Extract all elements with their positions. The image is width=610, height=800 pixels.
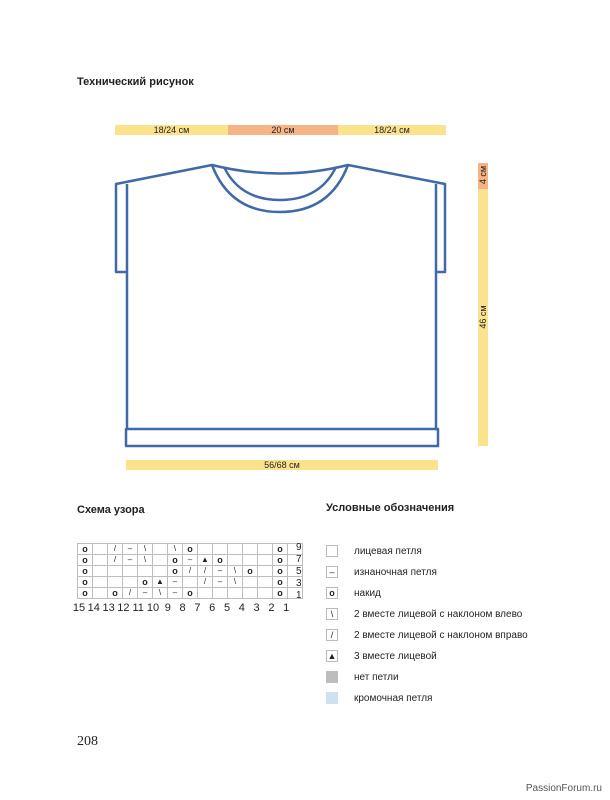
chart-cell bbox=[258, 588, 273, 599]
chart-cell: – bbox=[213, 566, 228, 577]
legend-label: нет петли bbox=[354, 671, 399, 683]
dim-bar-width bbox=[126, 460, 438, 470]
legend-item-edge bbox=[326, 691, 432, 705]
legend-label: лицевая петля bbox=[354, 545, 422, 557]
column-number: 11 bbox=[132, 602, 144, 614]
chart-cell bbox=[93, 588, 108, 599]
chart-row bbox=[78, 577, 303, 588]
column-number: 1 bbox=[283, 602, 290, 614]
chart-cell bbox=[228, 544, 243, 555]
column-number: 4 bbox=[238, 602, 245, 614]
chart-cell: o bbox=[138, 577, 153, 588]
chart-cell: \ bbox=[138, 544, 153, 555]
chart-cell: o bbox=[78, 577, 93, 588]
chart-cell: o bbox=[78, 544, 93, 555]
chart-cell bbox=[183, 577, 198, 588]
chart-cell bbox=[93, 555, 108, 566]
legend-label: изнаночная петля bbox=[354, 566, 437, 578]
chart-cell: – bbox=[213, 577, 228, 588]
legend-item-k3tog bbox=[326, 649, 437, 663]
legend-item-no-stitch bbox=[326, 670, 399, 684]
chart-cell: o bbox=[273, 588, 288, 599]
chart-cell bbox=[123, 566, 138, 577]
row-number: 3 bbox=[296, 578, 302, 589]
column-number: 15 bbox=[72, 602, 86, 614]
chart-cell: – bbox=[168, 588, 183, 599]
dim-label-neck-depth: 4 см bbox=[478, 165, 488, 185]
row-number: 5 bbox=[296, 566, 302, 577]
chart-cell: o bbox=[183, 544, 198, 555]
chart-cell: – bbox=[183, 555, 198, 566]
chart-cell bbox=[108, 577, 123, 588]
legend-label: 3 вместе лицевой bbox=[354, 650, 437, 662]
chart-cell bbox=[258, 555, 273, 566]
chart-cell: \ bbox=[153, 588, 168, 599]
chart-cell: o bbox=[78, 588, 93, 599]
technical-drawing-title: Технический рисунок bbox=[77, 76, 194, 88]
chart-cell bbox=[153, 555, 168, 566]
column-number: 14 bbox=[87, 602, 100, 614]
legend-title: Условные обозначения bbox=[326, 502, 455, 514]
chart-cell bbox=[108, 566, 123, 577]
k2tog-left-icon: \ bbox=[326, 608, 338, 620]
chart-cell: ▲ bbox=[198, 555, 213, 566]
row-number: 7 bbox=[296, 554, 302, 565]
chart-cell: o bbox=[183, 588, 198, 599]
chart-cell bbox=[213, 544, 228, 555]
column-number: 2 bbox=[268, 602, 275, 614]
chart-cell: \ bbox=[228, 566, 243, 577]
dim-label-length: 46 см bbox=[478, 305, 488, 329]
column-number: 7 bbox=[194, 602, 201, 614]
chart-cell: \ bbox=[138, 555, 153, 566]
legend-item-purl bbox=[326, 565, 437, 579]
row-number: 9 bbox=[296, 542, 302, 553]
chart-row bbox=[78, 544, 303, 555]
chart-cell bbox=[93, 544, 108, 555]
column-number: 9 bbox=[164, 602, 171, 614]
watermark-text: PassionForum.ru bbox=[525, 783, 602, 794]
chart-cell bbox=[243, 577, 258, 588]
column-number: 6 bbox=[209, 602, 216, 614]
legend-item-k2tog-right bbox=[326, 628, 528, 642]
k2tog-right-icon: / bbox=[326, 629, 338, 641]
chart-row bbox=[78, 555, 303, 566]
chart-cell: o bbox=[273, 544, 288, 555]
chart-cell: ▲ bbox=[153, 577, 168, 588]
dim-label-top-center: 20 см bbox=[271, 125, 295, 135]
chart-row bbox=[78, 566, 303, 577]
dim-label-width: 56/68 см bbox=[264, 460, 300, 470]
chart-cell: o bbox=[78, 566, 93, 577]
pattern-chart-title: Схема узора bbox=[77, 504, 145, 516]
chart-cell bbox=[198, 544, 213, 555]
chart-cell bbox=[258, 544, 273, 555]
chart-cell bbox=[243, 588, 258, 599]
chart-cell: / bbox=[108, 544, 123, 555]
chart-cell: o bbox=[273, 566, 288, 577]
legend-label: накид bbox=[354, 587, 381, 599]
chart-cell: – bbox=[168, 577, 183, 588]
pattern-chart-grid bbox=[77, 543, 303, 599]
chart-row bbox=[78, 588, 303, 599]
chart-cell: o bbox=[168, 566, 183, 577]
knit-icon bbox=[326, 545, 338, 557]
chart-cell bbox=[153, 544, 168, 555]
chart-cell bbox=[93, 566, 108, 577]
chart-cell: o bbox=[213, 555, 228, 566]
column-number: 13 bbox=[102, 602, 115, 614]
legend-label: 2 вместе лицевой с наклоном вправо bbox=[354, 629, 528, 641]
chart-cell: o bbox=[168, 555, 183, 566]
page-number: 208 bbox=[77, 734, 98, 749]
chart-cell: o bbox=[243, 566, 258, 577]
yo-icon: o bbox=[326, 587, 338, 599]
chart-cell bbox=[93, 577, 108, 588]
column-number: 12 bbox=[117, 602, 130, 614]
chart-cell: – bbox=[123, 555, 138, 566]
chart-cell bbox=[243, 544, 258, 555]
legend-item-k2tog-left bbox=[326, 607, 522, 621]
chart-cell: \ bbox=[168, 544, 183, 555]
chart-cell bbox=[228, 588, 243, 599]
chart-cell bbox=[138, 566, 153, 577]
chart-cell: / bbox=[183, 566, 198, 577]
chart-cell: o bbox=[273, 555, 288, 566]
column-number: 5 bbox=[223, 602, 231, 614]
chart-cell: o bbox=[273, 577, 288, 588]
dim-label-top-left: 18/24 см bbox=[153, 125, 190, 135]
row-number: 1 bbox=[296, 590, 302, 601]
chart-cell bbox=[228, 555, 243, 566]
chart-cell: – bbox=[123, 544, 138, 555]
chart-cell: o bbox=[108, 588, 123, 599]
chart-cell: \ bbox=[228, 577, 243, 588]
no-stitch-icon bbox=[326, 671, 338, 683]
edge-icon bbox=[326, 692, 338, 704]
chart-cell: / bbox=[198, 577, 213, 588]
chart-cell: / bbox=[198, 566, 213, 577]
column-number: 10 bbox=[146, 602, 160, 614]
chart-cell bbox=[258, 577, 273, 588]
legend-label: кромочная петля bbox=[354, 692, 433, 704]
chart-cell bbox=[258, 566, 273, 577]
chart-cell: – bbox=[138, 588, 153, 599]
chart-cell: o bbox=[78, 555, 93, 566]
purl-icon: – bbox=[326, 566, 338, 578]
chart-cell bbox=[198, 588, 213, 599]
chart-cell bbox=[123, 577, 138, 588]
legend-label: 2 вместе лицевой с наклоном влево bbox=[354, 608, 523, 620]
dim-label-top-right: 18/24 см bbox=[374, 125, 410, 135]
legend-item-yo bbox=[326, 586, 381, 600]
k3tog-icon: ▲ bbox=[327, 651, 337, 661]
legend-item-knit bbox=[326, 544, 422, 558]
chart-cell bbox=[153, 566, 168, 577]
chart-cell: / bbox=[108, 555, 123, 566]
column-number: 3 bbox=[253, 602, 260, 614]
chart-cell bbox=[213, 588, 228, 599]
chart-cell: / bbox=[123, 588, 138, 599]
column-number: 8 bbox=[179, 602, 186, 614]
chart-cell bbox=[243, 555, 258, 566]
